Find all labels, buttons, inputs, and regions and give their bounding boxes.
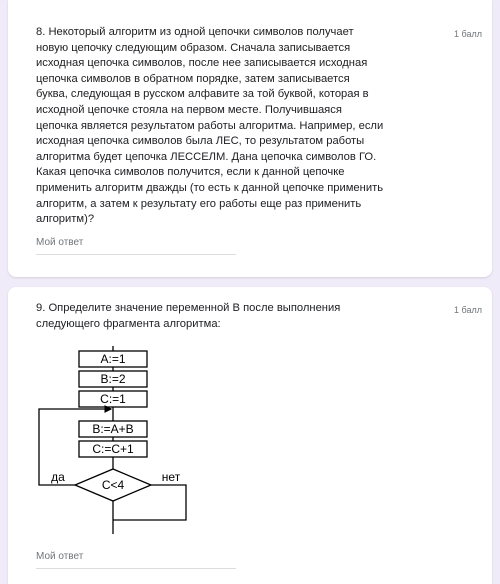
answer-input[interactable]: Мой ответ [36,237,236,255]
flowchart-diagram [8,342,228,542]
flowchart-block-label: C:=1 [100,392,126,406]
points-label: 1 балл [454,305,482,315]
flowchart-block-label: A:=1 [100,352,126,366]
flowchart-no-label: нет [161,470,181,484]
question-card-8 [8,0,492,277]
question-text: 8. Некоторый алгоритм из одной цепочки символов получает новую цепочку следующим образом. Сначала записывается исходная цепочка символов, после нее записывается исходная цепочка символов в обратном порядке, затем записывается буква, следующая в русском алфавите за той буквой, которая в исходной цепочке стояла на первом месте. Получившаяся цепочка является результатом работы алгоритма. Например, если исходная цепочка символов была ЛЕС, то результатом работы алгоритма будет цепочка ЛЕССЕЛМ. Дана цепочка символов ГО. Какая цепочка символов получится, если к данной цепочке применить алгоритм дважды (то есть к данной цепочке применить алгоритм, а затем к результату его работы еще раз применить алгоритм)? [36,26,384,226]
points-label: 1 балл [454,29,482,39]
flowchart-condition-label: C<4 [101,478,125,492]
flowchart-block-label: B:=A+B [92,422,134,436]
flowchart-block-label: C:=C+1 [92,442,134,456]
flowchart-yes-label: да [51,470,65,484]
question-text: 9. Определите значение переменной B после выполнения следующего фрагмента алгоритма: [36,302,341,330]
flowchart-block-label: B:=2 [100,372,126,386]
question-card-9 [8,287,492,584]
answer-input[interactable]: Мой ответ [36,551,236,569]
